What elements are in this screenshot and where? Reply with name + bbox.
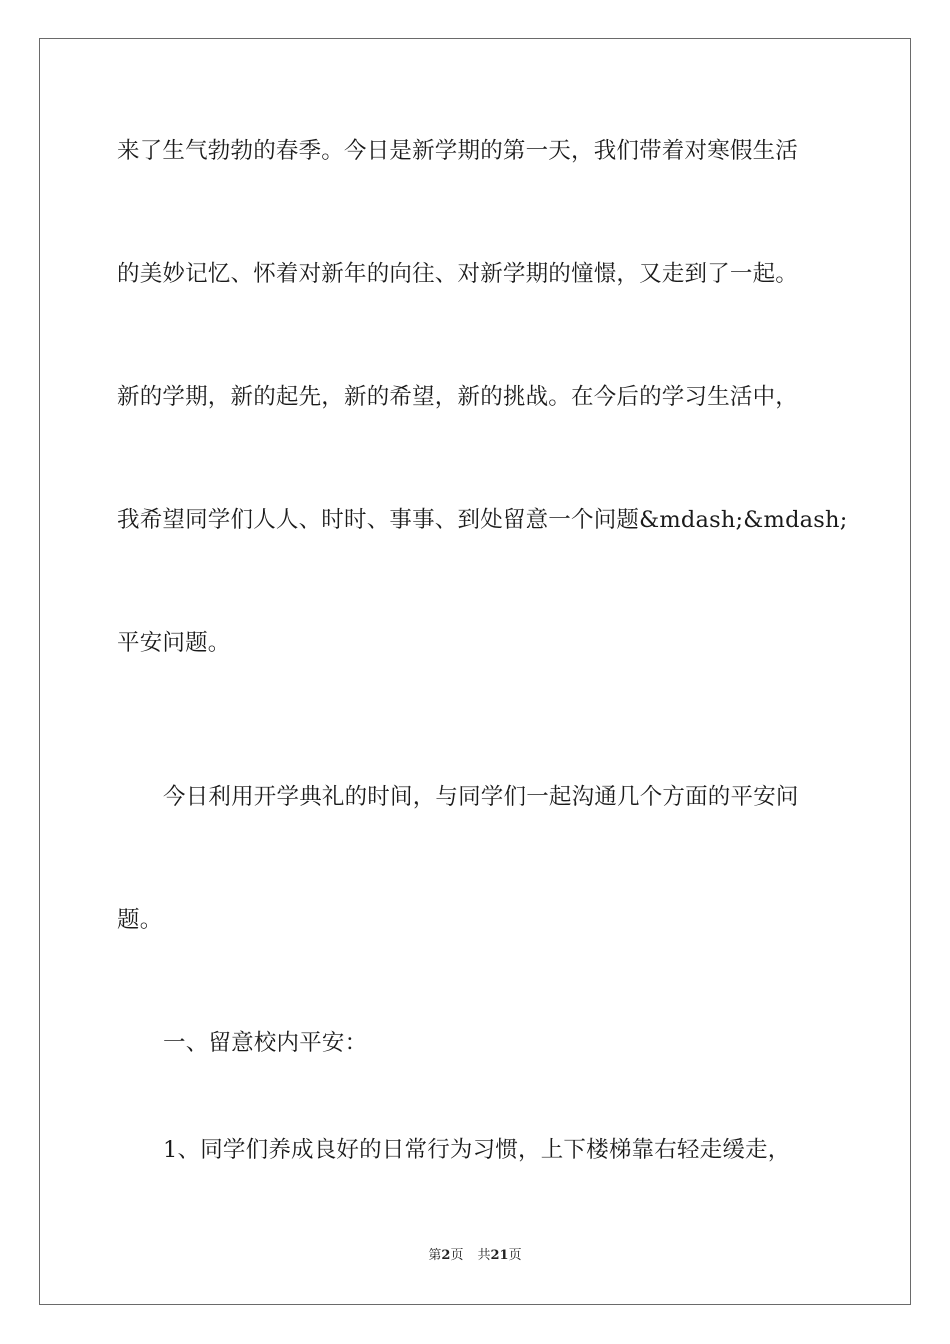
page-label-prefix: 第 (428, 1248, 442, 1263)
page-border (39, 38, 911, 1305)
body-text-line: 我希望同学们人人、时时、事事、到处留意一个问题&mdash;&mdash; (117, 507, 848, 533)
body-text-line: 题。 (117, 907, 163, 933)
body-text-line: 新的学期，新的起先，新的希望，新的挑战。在今后的学习生活中， (117, 384, 799, 410)
list-item-first-line: 1、同学们养成良好的日常行为习惯，上下楼梯靠右轻走缓走， (163, 1137, 791, 1163)
body-text-line: 平安问题。 (117, 630, 231, 656)
paragraph-first-line: 今日利用开学典礼的时间，与同学们一起沟通几个方面的平安问 (163, 784, 799, 810)
section-heading: 一、留意校内平安： (163, 1030, 368, 1056)
total-label-prefix: 共 (477, 1248, 491, 1263)
page-label-suffix: 页 (450, 1248, 464, 1263)
page-number: 2 (441, 1248, 451, 1263)
page-footer (0, 1247, 950, 1265)
body-text-line: 的美妙记忆、怀着对新年的向往、对新学期的憧憬，又走到了一起。 (117, 261, 799, 287)
total-pages: 21 (490, 1248, 509, 1263)
body-text-line: 来了生气勃勃的春季。今日是新学期的第一天，我们带着对寒假生活 (117, 138, 799, 164)
total-label-suffix: 页 (508, 1248, 522, 1263)
